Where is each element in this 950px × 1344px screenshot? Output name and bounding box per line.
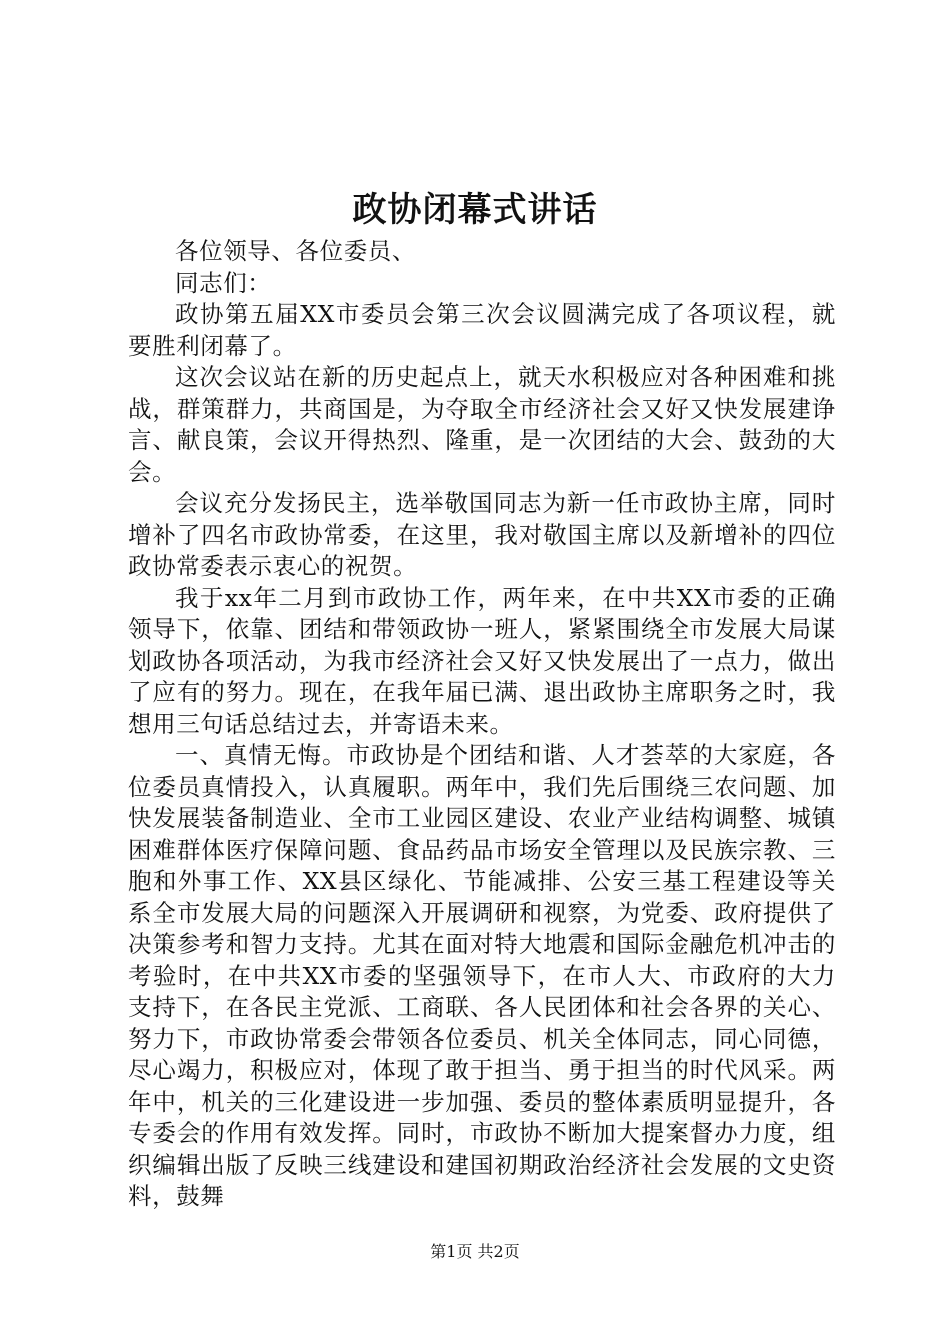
document-body: [128, 236, 836, 1213]
body-paragraph: 会议充分发扬民主，选举敬国同志为新一任市政协主席，同时增补了四名市政协常委，在这里，我对敬国主席以及新增补的四位政协常委表示衷心的祝贺。: [128, 489, 836, 580]
body-paragraph: 我于xx年二月到市政协工作，两年来，在中共XX市委的正确领导下，依靠、团结和带领政协一班人，紧紧围绕全市发展大局谋划政协各项活动，为我市经济社会又好又快发展出了一点力，做出了应有的努力。现在，在我年届已满、退出政协主席职务之时，我想用三句话总结过去，并寄语未来。: [128, 583, 836, 738]
salutation-line: 同志们：: [175, 268, 272, 297]
page-footer: 第1页 共2页: [430, 1242, 520, 1261]
body-paragraph: 这次会议站在新的历史起点上，就天水积极应对各种困难和挑战，群策群力，共商国是，为夺取全市经济社会又好又快发展建诤言、献良策，会议开得热烈、隆重，是一次团结的大会、鼓劲的大会。: [128, 363, 836, 486]
body-paragraph: 政协第五届XX市委员会第三次会议圆满完成了各项议程，就要胜利闭幕了。: [128, 300, 836, 360]
document-title: 政协闭幕式讲话: [352, 190, 598, 230]
salutation-line: 各位领导、各位委员、: [175, 237, 416, 265]
body-paragraph: 一、真情无悔。市政协是个团结和谐、人才荟萃的大家庭，各位委员真情投入，认真履职。两年中，我们先后围绕三农问题、加快发展装备制造业、全市工业园区建设、农业产业结构调整、城镇困难群体医疗保障问题、食品药品市场安全管理以及民族宗教、三胞和外事工作、XX县区绿化、节能减排、公安三基工程建设等关系全市发展大局的问题深入开展调研和视察，为党委、政府提供了决策参考和智力支持。尤其在面对特大地震和国际金融危机冲击的考验时，在中共XX市委的坚强领导下，在市人大、市政府的大力支持下，在各民主党派、工商联、各人民团体和社会各界的关心、努力下，市政协常委会带领各位委员、机关全体同志，同心同德，尽心竭力，积极应对，体现了敢于担当、勇于担当的时代风采。两年中，机关的三化建设进一步加强、委员的整体素质明显提升，各专委会的作用有效发挥。同时，市政协不断加大提案督办力度，组织编辑出版了反映三线建设和建国初期政治经济社会发展的文史资料，鼓舞: [128, 741, 836, 1210]
